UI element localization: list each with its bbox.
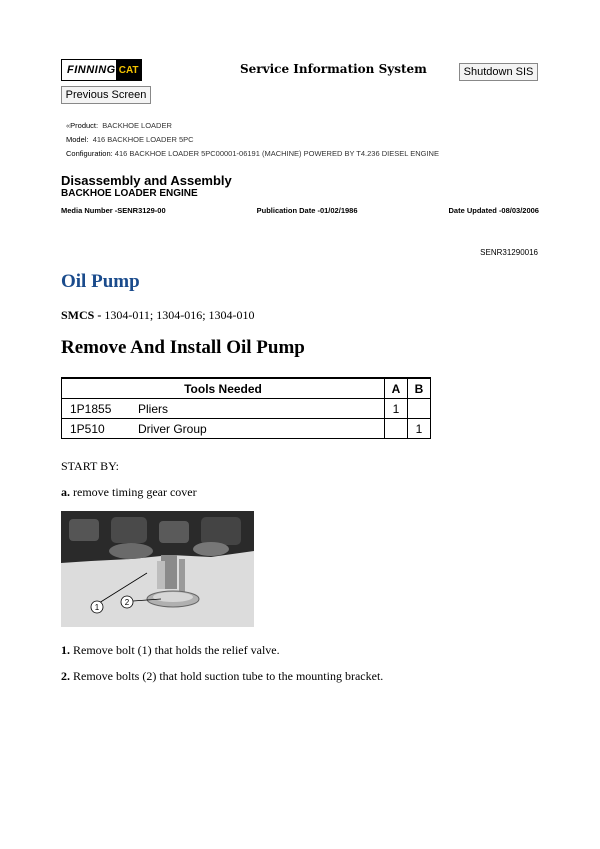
system-title: Service Information System: [240, 62, 427, 76]
step-text: Remove bolt (1) that holds the relief valve.: [73, 643, 280, 657]
step-1: [61, 643, 280, 658]
table-row: [62, 399, 431, 419]
callout-1-label: 1: [94, 603, 100, 612]
start-step-a: [61, 485, 197, 500]
product-label: Product:: [70, 121, 99, 130]
table-row: [62, 419, 431, 439]
shutdown-sis-button[interactable]: Shutdown SIS: [459, 63, 538, 81]
tool-name: Pliers: [134, 399, 385, 419]
section-title: Oil Pump: [61, 271, 140, 292]
procedure-title: Remove And Install Oil Pump: [61, 337, 305, 358]
step-text: Remove bolts (2) that hold suction tube to the mounting bracket.: [73, 669, 384, 683]
configuration-line: [66, 149, 439, 158]
model-label: Model:: [66, 135, 89, 144]
previous-screen-button[interactable]: Previous Screen: [61, 86, 151, 104]
tools-needed-table: [61, 377, 431, 439]
document-subtitle: BACKHOE LOADER ENGINE: [61, 188, 198, 199]
document-title: Disassembly and Assembly: [61, 173, 232, 188]
smcs-label: SMCS -: [61, 308, 102, 322]
reference-id: SENR31290016: [480, 248, 538, 257]
media-number: Media Number -SENR3129-00: [61, 206, 166, 215]
column-a-header: A: [385, 378, 408, 399]
tool-name: Driver Group: [134, 419, 385, 439]
media-info-row: [61, 206, 539, 215]
finning-cat-logo: [61, 59, 142, 81]
publication-date: Publication Date -01/02/1986: [256, 206, 358, 215]
tool-qty-b: [408, 399, 431, 419]
tools-header: Tools Needed: [62, 378, 385, 399]
tool-part-number: 1P1855: [62, 399, 135, 419]
config-label: Configuration:: [66, 149, 113, 158]
start-by-label: START BY:: [61, 459, 120, 473]
product-line: [66, 121, 172, 130]
logo-text: FINNING: [67, 64, 116, 76]
tool-part-number: 1P510: [62, 419, 135, 439]
cat-badge: CAT: [116, 60, 142, 80]
callout-2-label: 2: [124, 598, 130, 607]
step-a-label: a.: [61, 485, 70, 499]
table-header-row: [62, 378, 431, 399]
oil-pump-photo: [61, 511, 254, 627]
step-2: [61, 669, 383, 684]
back-chevron-icon[interactable]: «: [66, 121, 71, 130]
tool-qty-a: 1: [385, 399, 408, 419]
product-value: BACKHOE LOADER: [102, 121, 172, 130]
step-number: 2.: [61, 669, 70, 683]
tool-qty-a: [385, 419, 408, 439]
column-b-header: B: [408, 378, 431, 399]
model-value: 416 BACKHOE LOADER 5PC: [92, 135, 194, 144]
date-updated: Date Updated -08/03/2006: [448, 206, 539, 215]
smcs-line: [61, 308, 255, 323]
model-line: [66, 135, 194, 144]
smcs-codes: 1304-011; 1304-016; 1304-010: [104, 308, 255, 322]
step-a-text: remove timing gear cover: [73, 485, 197, 499]
step-number: 1.: [61, 643, 70, 657]
tool-qty-b: 1: [408, 419, 431, 439]
config-value: 416 BACKHOE LOADER 5PC00001-06191 (MACHINE) POWERED BY T4.236 DIESEL ENGINE: [114, 149, 439, 158]
